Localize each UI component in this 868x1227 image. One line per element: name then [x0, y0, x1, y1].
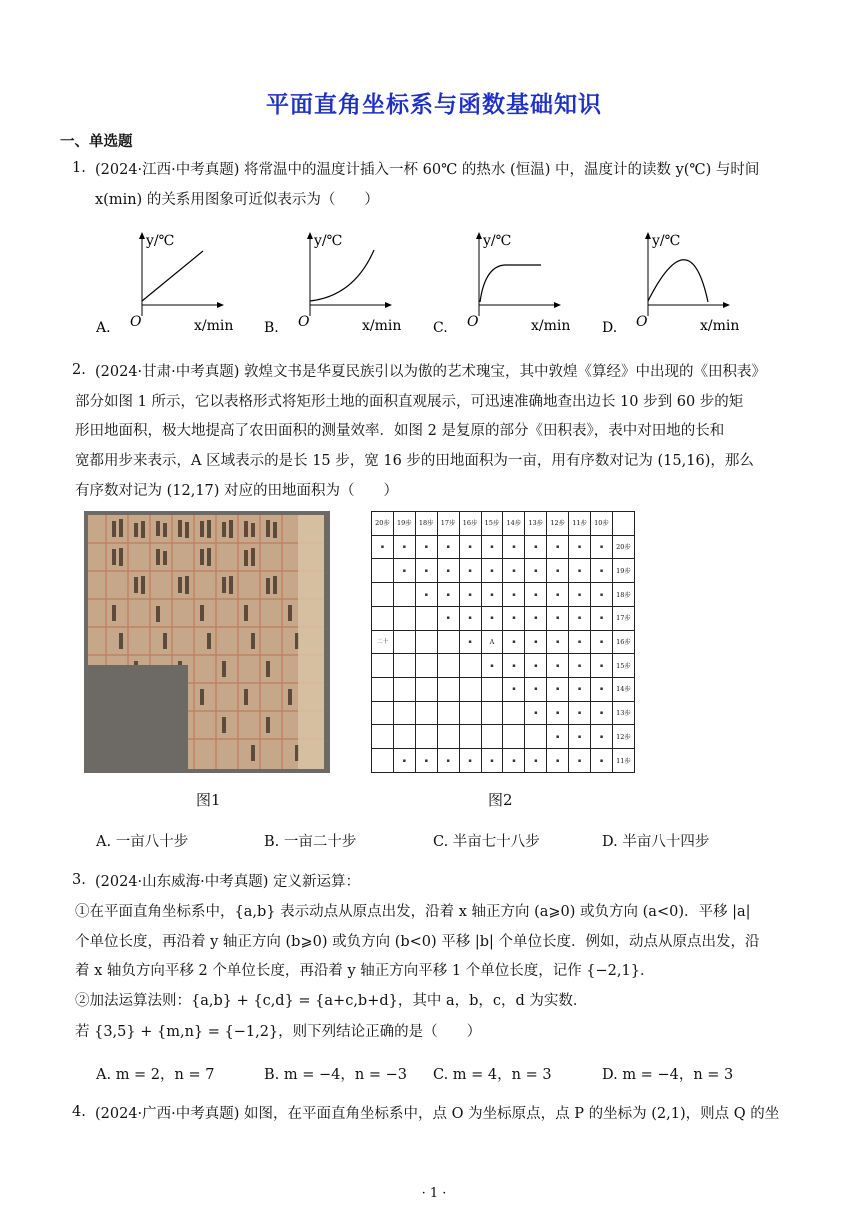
cell-left-label: 二十: [372, 630, 394, 654]
question-3-line-1: (2024·山东威海·中考真题) 定义新运算：: [95, 874, 361, 890]
figure-2-caption: 图2: [488, 791, 513, 809]
question-1-number: 1.: [72, 160, 86, 176]
col-head: 15步: [481, 512, 503, 536]
figure-1-caption: 图1: [196, 791, 221, 809]
graph-option-b: [264, 228, 414, 340]
cell-a: A: [481, 630, 503, 654]
q3-option-c: C. m = 4，n = 3: [433, 1067, 552, 1083]
field-area-table: 20步 19步 18步 17步 16步 15步 14步 13步 12步 11步 10步 ▪ ▪ ▪ ▪ ▪ ▪ ▪ ▪ ▪ ▪ ▪ 20步 ▪ ▪ ▪ ▪ ▪ ▪ ▪ ▪ ▪ ▪ 19步 ▪ ▪ ▪ ▪ ▪ ▪ ▪ ▪ ▪ 18步 ▪ ▪ ▪ ▪ ▪ ▪ ▪ ▪ 17步 二十 ▪ A ▪ ▪ ▪ ▪ ▪ 16步 ▪ ▪ ▪ ▪ ▪ ▪ 15步 ▪ ▪ ▪ ▪ ▪ 14步 ▪ ▪ ▪ ▪ 13步 ▪ ▪ ▪ 12步 ▪ ▪ ▪ ▪ ▪ ▪ ▪ ▪ ▪ ▪ 11步: [371, 511, 635, 773]
col-head: 18步: [415, 512, 437, 536]
graph-option-d: [602, 228, 752, 340]
option-a-label: A.: [96, 320, 111, 336]
q2-option-a: A. 一亩八十步: [96, 834, 189, 850]
question-4-line-1: (2024·广西·中考真题) 如图，在平面直角坐标系中，点 O 为坐标原点，点 P 的坐标为 (2,1)，则点 Q 的坐: [95, 1106, 780, 1122]
row-head: 15步: [612, 654, 634, 678]
graph-d-origin: O: [636, 314, 648, 330]
col-head: 16步: [459, 512, 481, 536]
question-2-line-4: 宽都用步来表示，A 区域表示的是长 15 步，宽 16 步的田地面积为一亩，用有序数对记为 (15,16)，那么: [75, 453, 754, 469]
question-3-line-5: ②加法运算法则：{a,b} + {c,d} = {a+c,b+d}，其中 a，b，c，d 为实数．: [75, 993, 588, 1009]
question-1-line-1: (2024·江西·中考真题) 将常温中的温度计插入一杯 60℃ 的热水 (恒温) 中，温度计的读数 y(℃) 与时间: [95, 162, 760, 178]
option-c-label: C.: [433, 320, 448, 336]
question-2-line-1: (2024·甘肃·中考真题) 敦煌文书是华夏民族引以为傲的艺术瑰宝，其中敦煌《算经》中出现的《田积表》: [95, 364, 767, 380]
row-head: 18步: [612, 583, 634, 607]
col-head: 11步: [569, 512, 591, 536]
page-title: 平面直角坐标系与函数基础知识: [266, 92, 602, 118]
question-3-line-6: 若 {3,5} + {m,n} = {−1,2}，则下列结论正确的是（ ）: [75, 1024, 482, 1040]
page-number: · 1 ·: [421, 1186, 447, 1201]
graph-a-x-label: x/min: [194, 318, 234, 334]
q2-option-d: D. 半亩八十四步: [602, 834, 710, 850]
row-head: 20步: [612, 535, 634, 559]
graph-c-y-label: y/℃: [483, 233, 512, 249]
graph-b-y-label: y/℃: [314, 233, 343, 249]
question-3-number: 3.: [72, 872, 86, 888]
graph-b-origin: O: [298, 314, 310, 330]
row-head: 13步: [612, 701, 634, 725]
graph-d-y-label: y/℃: [652, 233, 681, 249]
q3-option-b: B. m = −4，n = −3: [264, 1067, 407, 1083]
graph-c-x-label: x/min: [531, 318, 571, 334]
row-head: 17步: [612, 606, 634, 630]
graph-c-origin: O: [467, 314, 479, 330]
row-head: 12步: [612, 725, 634, 749]
section-heading: 一、单选题: [60, 134, 133, 150]
col-head: 12步: [547, 512, 569, 536]
graph-b-x-label: x/min: [362, 318, 402, 334]
q2-option-b: B. 一亩二十步: [264, 834, 357, 850]
row-head: 16步: [612, 630, 634, 654]
row-head: 14步: [612, 678, 634, 702]
graph-d-x-label: x/min: [700, 318, 740, 334]
graph-a-origin: O: [130, 314, 142, 330]
q2-option-c: C. 半亩七十八步: [433, 834, 540, 850]
graph-option-c: [433, 228, 583, 340]
col-head: 17步: [437, 512, 459, 536]
col-head: 13步: [525, 512, 547, 536]
col-head: 14步: [503, 512, 525, 536]
graph-option-a: [96, 228, 246, 340]
manuscript-paper: [88, 515, 324, 769]
row-head: 11步: [612, 749, 634, 773]
question-3-line-4: 着 x 轴负方向平移 2 个单位长度，再沿着 y 轴正方向平移 1 个单位长度，记作 {−2,1}．: [75, 963, 655, 979]
question-2-line-5: 有序数对记为 (12,17) 对应的田地面积为（ ）: [75, 483, 399, 499]
graph-a-y-label: y/℃: [146, 233, 175, 249]
question-1-line-2: x(min) 的关系用图象可近似表示为（ ）: [95, 192, 379, 208]
col-head: 19步: [393, 512, 415, 536]
question-2-line-2: 部分如图 1 所示，它以表格形式将矩形土地的面积直观展示，可迅速准确地查出边长 10 步到 60 步的矩: [75, 394, 744, 410]
row-head: 19步: [612, 559, 634, 583]
question-3-line-2: ①在平面直角坐标系中，{a,b} 表示动点从原点出发，沿着 x 轴正方向 (a⩾0) 或负方向 (a<0)．平移 |a|: [75, 904, 751, 920]
question-3-line-3: 个单位长度，再沿着 y 轴正方向 (b⩾0) 或负方向 (b<0) 平移 |b| 个单位长度．例如，动点从原点出发，沿: [75, 934, 760, 950]
q3-option-d: D. m = −4，n = 3: [602, 1067, 734, 1083]
col-head: 20步: [372, 512, 394, 536]
manuscript-photo: [84, 511, 330, 773]
option-d-label: D.: [602, 320, 618, 336]
question-2-number: 2.: [72, 362, 86, 378]
q3-option-a: A. m = 2，n = 7: [96, 1067, 215, 1083]
question-4-number: 4.: [72, 1104, 86, 1120]
question-2-line-3: 形田地面积，极大地提高了农田面积的测量效率．如图 2 是复原的部分《田积表》，表中对田地的长和: [75, 423, 725, 439]
col-head: 10步: [591, 512, 613, 536]
option-b-label: B.: [264, 320, 279, 336]
